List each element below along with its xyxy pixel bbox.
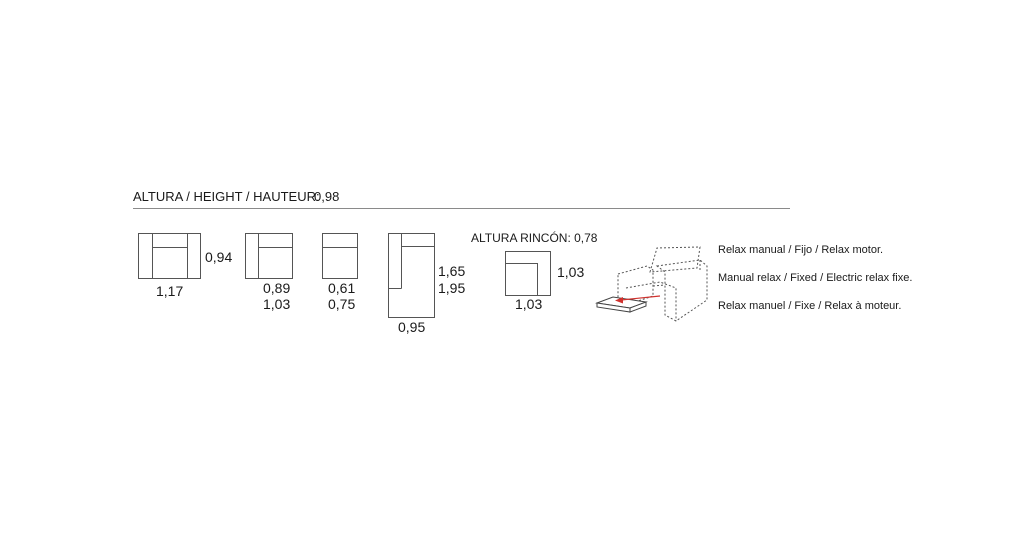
- armchair-width: 1,17: [156, 283, 184, 299]
- relax-legend-es: Relax manual / Fijo / Relax motor.: [718, 244, 884, 256]
- corner-drawing: [506, 252, 551, 296]
- armless-seat-drawing: [323, 234, 358, 279]
- armless-seat-width: 0,61: [328, 280, 356, 296]
- armchair-depth: 0,94: [205, 249, 233, 265]
- height-label: ALTURA / HEIGHT / HAUTEUR:: [133, 189, 320, 204]
- chaise-width: 0,95: [398, 319, 426, 335]
- chaise-length: 1,65: [438, 263, 466, 279]
- relax-legend-en: Manual relax / Fixed / Electric relax fixe.: [718, 272, 913, 284]
- corner-depth: 1,03: [557, 264, 585, 280]
- armchair-drawing: [139, 234, 201, 279]
- corner-height-label: ALTURA RINCÓN: 0,78: [471, 231, 598, 245]
- one-arm-seat-drawing: [246, 234, 293, 279]
- one-arm-seat-width-alt: 1,03: [263, 296, 291, 312]
- armless-seat-width-alt: 0,75: [328, 296, 356, 312]
- height-value: 0,98: [314, 189, 340, 204]
- chaise-length-alt: 1,95: [438, 280, 466, 296]
- chaise-longue-drawing: [389, 234, 435, 318]
- relax-legend-fr: Relax manuel / Fixe / Relax à moteur.: [718, 300, 902, 312]
- corner-width: 1,03: [515, 296, 543, 312]
- one-arm-seat-width: 0,89: [263, 280, 291, 296]
